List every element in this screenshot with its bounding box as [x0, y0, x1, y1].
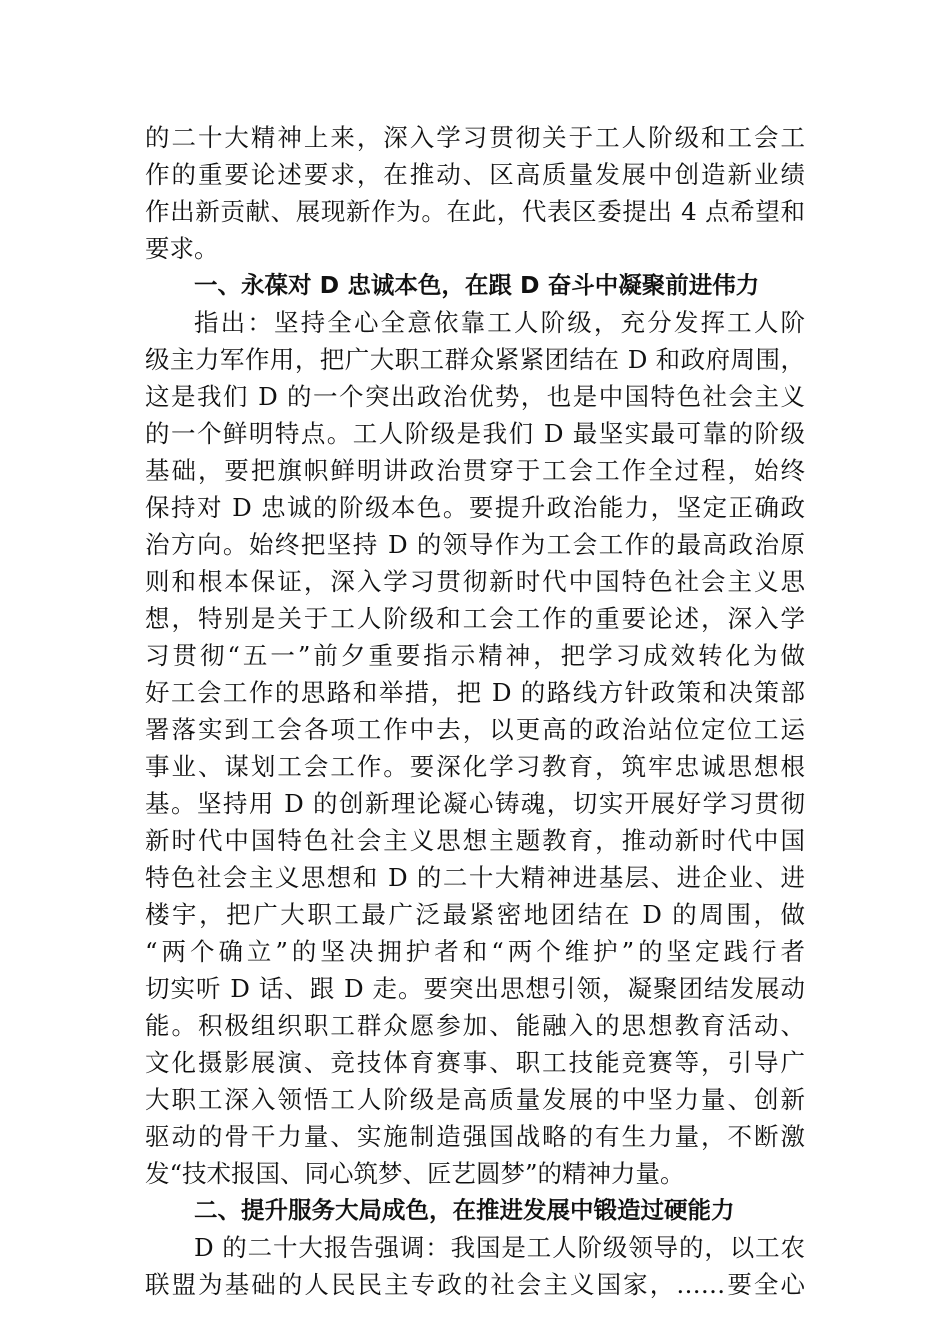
section-heading-2: 二、提升服务大局成色，在推进发展中锻造过硬能力: [194, 1196, 735, 1224]
document-body: [145, 119, 805, 1303]
paragraph-line: D 的二十大报告强调：我国是工人阶级领导的，以工农: [194, 1233, 805, 1262]
paragraph-line: 好工会工作的思路和举措，把 D 的路线方针政策和决策部: [145, 678, 805, 707]
paragraph-line: 指出：坚持全心全意依靠工人阶级，充分发挥工人阶: [194, 308, 805, 337]
paragraph-line: 联盟为基础的人民民主专政的社会主义国家，……要全心: [145, 1270, 805, 1299]
paragraph-line: 基。坚持用 D 的创新理论凝心铸魂，切实开展好学习贯彻: [145, 789, 805, 818]
paragraph-line: 作的重要论述要求，在推动、区高质量发展中创造新业绩: [145, 160, 805, 189]
paragraph-line: 想，特别是关于工人阶级和工会工作的重要论述，深入学: [145, 604, 805, 633]
paragraph-line: 切实听 D 话、跟 D 走。要突出思想引领，凝聚团结发展动: [145, 974, 805, 1003]
paragraph-line: 文化摄影展演、竞技体育赛事、职工技能竞赛等，引导广: [145, 1048, 805, 1077]
paragraph-line: 基础，要把旗帜鲜明讲政治贯穿于工会工作全过程，始终: [145, 456, 805, 485]
paragraph-line: 级主力军作用，把广大职工群众紧紧团结在 D 和政府周围，: [145, 345, 805, 374]
paragraph-line: 大职工深入领悟工人阶级是高质量发展的中坚力量、创新: [145, 1085, 805, 1114]
paragraph-line: 署落实到工会各项工作中去，以更高的政治站位定位工运: [145, 715, 805, 744]
paragraph-line: 新时代中国特色社会主义思想主题教育，推动新时代中国: [145, 826, 805, 855]
paragraph-line: 发“技术报国、同心筑梦、匠艺圆梦”的精神力量。: [145, 1159, 685, 1188]
paragraph-line: 事业、谋划工会工作。要深化学习教育，筑牢忠诚思想根: [145, 752, 805, 781]
paragraph-line: 习贯彻“五一”前夕重要指示精神，把学习成效转化为做: [145, 641, 805, 670]
paragraph-line: 要求。: [145, 234, 219, 263]
paragraph-line: 的一个鲜明特点。工人阶级是我们 D 最坚实最可靠的阶级: [145, 419, 805, 448]
paragraph-line: 作出新贡献、展现新作为。在此，代表区委提出 4 点希望和: [145, 197, 805, 226]
paragraph-line: 驱动的骨干力量、实施制造强国战略的有生力量，不断激: [145, 1122, 805, 1151]
section-heading-1: 一、永葆对 D 忠诚本色，在跟 D 奋斗中凝聚前进伟力: [194, 271, 760, 299]
paragraph-line: 保持对 D 忠诚的阶级本色。要提升政治能力，坚定正确政: [145, 493, 805, 522]
paragraph-line: 的二十大精神上来，深入学习贯彻关于工人阶级和工会工: [145, 123, 805, 152]
paragraph-line: 能。积极组织职工群众愿参加、能融入的思想教育活动、: [145, 1011, 805, 1040]
paragraph-line: 特色社会主义思想和 D 的二十大精神进基层、进企业、进: [145, 863, 805, 892]
paragraph-line: 这是我们 D 的一个突出政治优势，也是中国特色社会主义: [145, 382, 805, 411]
paragraph-line: 则和根本保证，深入学习贯彻新时代中国特色社会主义思: [145, 567, 805, 596]
paragraph-line: “两个确立”的坚决拥护者和“两个维护”的坚定践行者: [145, 937, 805, 966]
paragraph-line: 楼宇，把广大职工最广泛最紧密地团结在 D 的周围，做: [145, 900, 805, 929]
paragraph-line: 治方向。始终把坚持 D 的领导作为工会工作的最高政治原: [145, 530, 805, 559]
